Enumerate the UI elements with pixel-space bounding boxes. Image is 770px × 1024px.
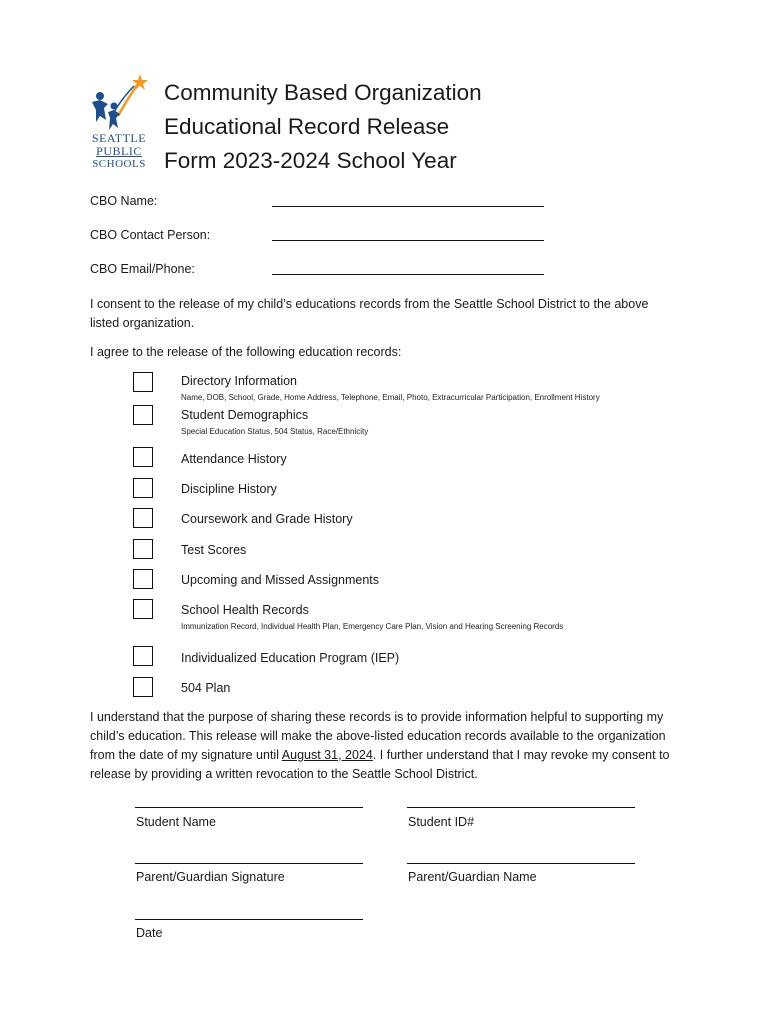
checkbox-school-health-records[interactable] xyxy=(133,599,153,619)
record-label-iep: Individualized Education Program (IEP) xyxy=(181,651,400,665)
parent-name-label: Parent/Guardian Name xyxy=(408,870,537,884)
record-sub-school-health-records: Immunization Record, Individual Health Plan, Emergency Care Plan, Vision and Hearing Screening Records xyxy=(181,622,564,631)
agree-statement: I agree to the release of the following education records: xyxy=(90,345,402,359)
record-label-504-plan: 504 Plan xyxy=(181,681,231,695)
record-sub-directory-information: Name, DOB, School, Grade, Home Address, Telephone, Email, Photo, Extracurricular Participation, Enrollment History xyxy=(181,393,600,402)
logo-figures-icon xyxy=(88,72,150,134)
seattle-public-schools-logo xyxy=(88,72,150,172)
checkbox-test-scores[interactable] xyxy=(133,539,153,559)
cbo-contact-field[interactable] xyxy=(272,240,544,241)
expiration-date: August 31, 2024 xyxy=(281,748,373,762)
checkbox-iep[interactable] xyxy=(133,646,153,666)
student-name-label: Student Name xyxy=(136,815,216,829)
consent-paragraph: I consent to the release of my child’s educations records from the Seattle School District to the above listed organization. xyxy=(90,297,649,330)
cbo-name-field[interactable] xyxy=(272,206,544,207)
cbo-email-label: CBO Email/Phone: xyxy=(90,262,195,276)
record-label-student-demographics: Student Demographics xyxy=(181,408,309,422)
cbo-email-field[interactable] xyxy=(272,274,544,275)
checkbox-discipline-history[interactable] xyxy=(133,478,153,498)
record-label-school-health-records: School Health Records xyxy=(181,603,309,617)
date-label: Date xyxy=(136,926,163,940)
checkbox-directory-information[interactable] xyxy=(133,372,153,392)
title-line-3: Form 2023-2024 School Year xyxy=(164,148,457,173)
record-label-coursework-grade-history: Coursework and Grade History xyxy=(181,512,353,526)
title-line-2: Educational Record Release xyxy=(164,114,450,139)
parent-signature-line[interactable] xyxy=(135,863,363,864)
date-line[interactable] xyxy=(135,919,363,920)
record-label-discipline-history: Discipline History xyxy=(181,482,277,496)
record-label-attendance-history: Attendance History xyxy=(181,452,287,466)
student-id-label: Student ID# xyxy=(408,815,475,829)
understanding-part-2: . I further understand that I may revoke my consent to release by providing a written revocation to the Seattle School District. xyxy=(90,748,670,781)
record-sub-student-demographics: Special Education Status, 504 Status, Race/Ethnicity xyxy=(181,427,369,436)
logo-text-public: PUBLIC xyxy=(96,144,142,158)
cbo-contact-label: CBO Contact Person: xyxy=(90,228,211,242)
record-label-upcoming-missed-assignments: Upcoming and Missed Assignments xyxy=(181,573,380,587)
student-id-line[interactable] xyxy=(407,807,635,808)
cbo-name-label: CBO Name: xyxy=(90,194,158,208)
title-line-1: Community Based Organization xyxy=(164,80,482,105)
record-label-test-scores: Test Scores xyxy=(181,543,247,557)
form-title xyxy=(164,76,482,178)
understanding-paragraph xyxy=(90,708,680,784)
parent-signature-label: Parent/Guardian Signature xyxy=(136,870,285,884)
checkbox-upcoming-missed-assignments[interactable] xyxy=(133,569,153,589)
checkbox-coursework-grade-history[interactable] xyxy=(133,508,153,528)
checkbox-504-plan[interactable] xyxy=(133,677,153,697)
checkbox-attendance-history[interactable] xyxy=(133,447,153,467)
understanding-part-1: I understand that the purpose of sharing these records is to provide information helpful to supporting my child’s education. This release will make the above-listed education records available to the organization from the date of my signature until xyxy=(90,710,666,762)
parent-name-line[interactable] xyxy=(407,863,635,864)
logo-text-seattle: SEATTLE xyxy=(91,131,147,145)
checkbox-student-demographics[interactable] xyxy=(133,405,153,425)
logo-text-schools: SCHOOLS xyxy=(92,158,146,170)
student-name-line[interactable] xyxy=(135,807,363,808)
record-label-directory-information: Directory Information xyxy=(181,374,298,388)
